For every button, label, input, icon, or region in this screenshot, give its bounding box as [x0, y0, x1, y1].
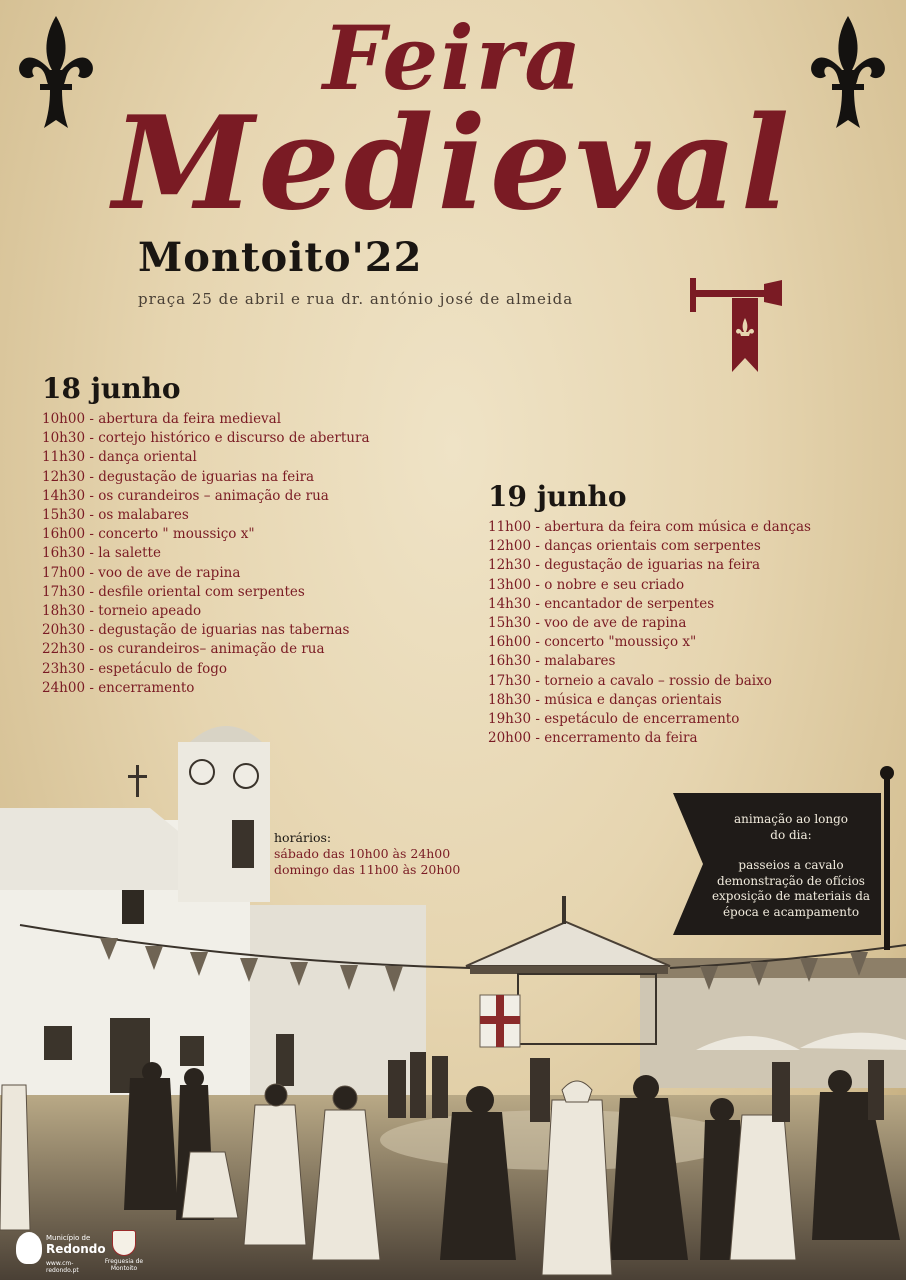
banner-pole: [884, 772, 890, 950]
event-item: 20h00 - encerramento da feira: [488, 730, 698, 747]
event-item: 17h00 - voo de ave de rapina: [42, 564, 241, 581]
municipality-label: Município de: [46, 1234, 91, 1242]
opening-hours: [274, 830, 494, 878]
banner-line: do dia:: [770, 827, 812, 842]
event-item: 17h30 - torneio a cavalo – rossio de baixo: [488, 672, 772, 689]
event-item: 14h30 - encantador de serpentes: [488, 595, 715, 612]
event-item: 10h30 - cortejo histórico e discurso de abertura: [42, 430, 370, 447]
parish-shield: [112, 1230, 136, 1256]
event-item: 10h00 - abertura da feira medieval: [42, 411, 282, 427]
event-item: 14h30 - os curandeiros – animação de rua: [42, 487, 329, 504]
day-1-event-list: [42, 410, 472, 698]
event-item: 16h00 - concerto "moussiço x": [488, 634, 697, 651]
event-item: 16h00 - concerto " moussiço x": [42, 526, 255, 543]
event-subtitle: Montoito'22: [138, 234, 423, 281]
title-medieval: Medieval: [112, 89, 794, 239]
event-item: 16h30 - malabares: [488, 653, 616, 670]
banner-line: época e acampamento: [722, 904, 860, 919]
schedule-day-1: [42, 372, 472, 698]
municipality-url: www.cm-redondo.pt: [46, 1260, 79, 1274]
municipality-logo-icon: [16, 1228, 106, 1274]
event-item: 12h30 - degustação de iguarias na feira: [42, 468, 315, 485]
event-item: 11h00 - abertura da feira com música e danças: [488, 519, 811, 535]
event-location: praça 25 de abril e rua dr. antónio josé de almeida: [138, 290, 574, 308]
title-feira: Feira: [322, 6, 584, 110]
event-item: 15h30 - voo de ave de rapina: [488, 615, 687, 632]
event-item: 12h00 - danças orientais com serpentes: [488, 538, 761, 555]
event-item: 13h00 - o nobre e seu criado: [488, 576, 685, 593]
municipality-mark: [16, 1232, 42, 1264]
day-1-title: 18 junho: [42, 372, 181, 405]
event-item: 17h30 - desfile oriental com serpentes: [42, 583, 305, 600]
event-item: 15h30 - os malabares: [42, 507, 189, 524]
hours-title: horários:: [274, 830, 332, 845]
activities-banner-text: [700, 812, 882, 920]
event-item: 24h00 - encerramento: [42, 679, 195, 696]
event-item: 12h30 - degustação de iguarias na feira: [488, 557, 761, 574]
event-item: 16h30 - la salette: [42, 545, 161, 562]
trumpet-banner-icon: [686, 276, 786, 376]
hours-sunday: domingo das 11h00 às 20h00: [274, 862, 461, 877]
town-square-scene: [0, 700, 906, 1280]
parish-name: Montoito: [110, 1265, 138, 1272]
event-item: 19h30 - espetáculo de encerramento: [488, 711, 740, 728]
event-item: 22h30 - os curandeiros– animação de rua: [42, 641, 325, 658]
day-2-title: 19 junho: [488, 480, 627, 513]
event-item: 18h30 - música e danças orientais: [488, 691, 722, 708]
banner-line: passeios a cavalo: [738, 858, 844, 872]
event-item: 11h30 - dança oriental: [42, 449, 197, 466]
event-item: 20h30 - degustação de iguarias nas tabernas: [42, 622, 350, 639]
banner-line: demonstração de ofícios: [717, 873, 865, 888]
hours-saturday: sábado das 10h00 às 24h00: [274, 846, 451, 861]
banner-line: exposição de materiais da: [711, 889, 871, 903]
municipality-name: Redondo: [46, 1242, 106, 1256]
parish-label: Freguesia de: [104, 1258, 144, 1265]
banner-line: animação ao longo: [733, 812, 849, 826]
event-item: 23h30 - espetáculo de fogo: [42, 660, 228, 677]
parish-shield-icon: [104, 1230, 144, 1274]
event-item: 18h30 - torneio apeado: [42, 603, 202, 620]
